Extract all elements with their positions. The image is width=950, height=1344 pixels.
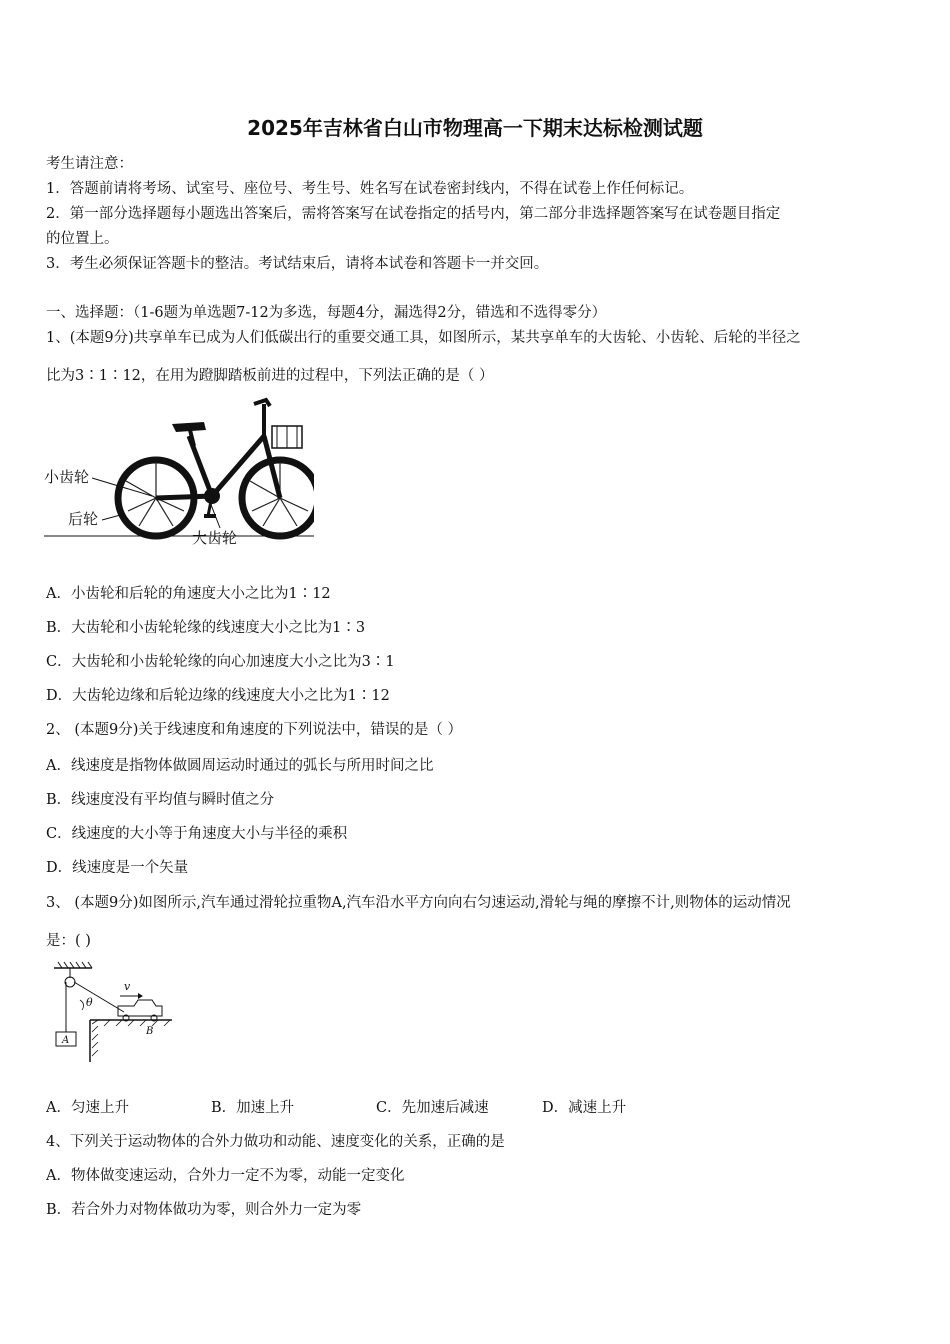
question-1-stem: 1、(本题9分)共享单车已成为人们低碳出行的重要交通工具，如图所示，某共享单车的大齿轮、小齿轮、后轮的半径之 xyxy=(46,330,801,346)
label-b: B xyxy=(146,1026,154,1037)
label-small-gear: 小齿轮 xyxy=(44,468,90,486)
question-3-option-b: B．加速上升 xyxy=(211,1100,295,1116)
pulley-figure xyxy=(52,960,176,1064)
notice-item: 1．答题前请将考场、试室号、座位号、考生号、姓名写在试卷密封线内，不得在试卷上作任何标记。 xyxy=(46,181,694,197)
question-3-stem: 3、 (本题9分)如图所示,汽车通过滑轮拉重物A,汽车沿水平方向向右匀速运动,滑轮与绳的摩擦不计,则物体的运动情况 xyxy=(46,895,791,911)
question-2-option-a: A．线速度是指物体做圆周运动时通过的弧长与所用时间之比 xyxy=(46,758,434,774)
question-3-option-c: C．先加速后减速 xyxy=(376,1100,489,1116)
question-3-option-d: D．减速上升 xyxy=(542,1100,627,1116)
question-4-option-b: B．若合外力对物体做功为零，则合外力一定为零 xyxy=(46,1202,362,1218)
page-title: 2025年吉林省白山市物理高一下期末达标检测试题 xyxy=(247,116,703,140)
label-v: v xyxy=(124,980,131,993)
label-rear-wheel: 后轮 xyxy=(68,510,99,528)
car-shape xyxy=(118,1000,162,1016)
notice-item: 的位置上。 xyxy=(46,231,119,247)
question-2-option-d: D．线速度是一个矢量 xyxy=(46,860,189,876)
question-4-stem: 4、下列关于运动物体的合外力做功和动能、速度变化的关系，正确的是 xyxy=(46,1134,505,1150)
question-1-option-b: B．大齿轮和小齿轮轮缘的线速度大小之比为1∶3 xyxy=(46,620,366,636)
bicycle-figure xyxy=(44,396,314,552)
question-1-option-d: D．大齿轮边缘和后轮边缘的线速度大小之比为1∶12 xyxy=(46,688,390,704)
notice-item: 2．第一部分选择题每小题选出答案后，需将答案写在试卷指定的括号内，第二部分非选择题答案写在试卷题目指定 xyxy=(46,206,781,222)
question-2-option-b: B．线速度没有平均值与瞬时值之分 xyxy=(46,792,275,808)
question-3-option-a: A．匀速上升 xyxy=(46,1100,129,1116)
question-1-option-c: C．大齿轮和小齿轮轮缘的向心加速度大小之比为3∶1 xyxy=(46,654,395,670)
section-heading: 一、选择题：（1-6题为单选题7-12为多选，每题4分，漏选得2分，错选和不选得零分） xyxy=(46,305,607,321)
label-a: A xyxy=(62,1035,70,1046)
handlebar-shape xyxy=(254,400,270,436)
label-big-gear: 大齿轮 xyxy=(192,529,238,547)
notice-heading: 考生请注意： xyxy=(46,156,133,172)
question-2-option-c: C．线速度的大小等于角速度大小与半径的乘积 xyxy=(46,826,348,842)
label-theta: θ xyxy=(86,996,93,1009)
question-2-stem: 2、 (本题9分)关于线速度和角速度的下列说法中，错误的是（ ） xyxy=(46,722,462,738)
question-3-stem-continued: 是：( ) xyxy=(46,933,91,949)
question-4-option-a: A．物体做变速运动，合外力一定不为零，动能一定变化 xyxy=(46,1168,405,1184)
question-1-option-a: A．小齿轮和后轮的角速度大小之比为1∶12 xyxy=(46,586,331,602)
question-1-stem-continued: 比为3∶1∶12，在用为蹬脚踏板前进的过程中，下列法正确的是（ ） xyxy=(46,368,494,384)
notice-item: 3．考生必须保证答题卡的整洁。考试结束后，请将本试卷和答题卡一并交回。 xyxy=(46,256,549,272)
